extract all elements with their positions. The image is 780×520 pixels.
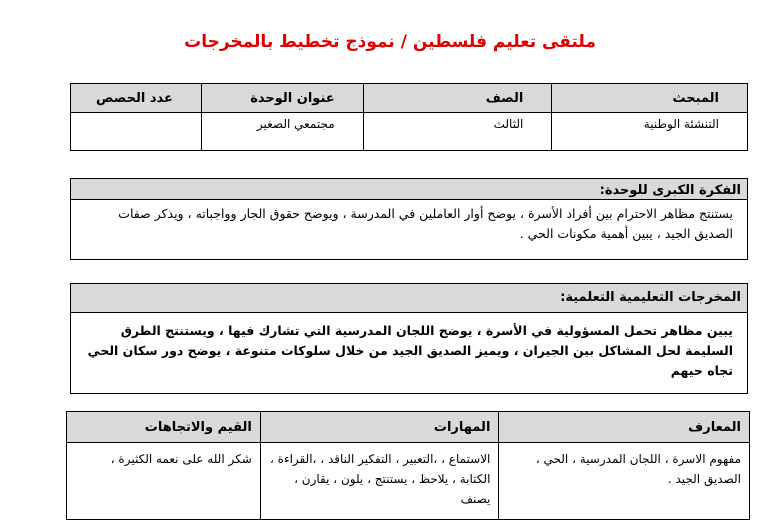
page-title: ملتقى تعليم فلسطين / نموذج تخطيط بالمخرجات [184, 32, 596, 52]
knowledge-skills-values-table [66, 411, 750, 520]
big-idea-box [70, 178, 748, 260]
lessons-count-header: عدد الحصص [71, 84, 202, 113]
unit-info-value-row [71, 113, 748, 151]
big-idea-text: يستنتج مظاهر الاحترام بين أفراد الأسرة ، يوضح أوار العاملين في المدرسة ، ويوضح حقوق الجار وواجباته ، ويذكر صفات الصديق الجيد ، يبين أهمية مكونات الحي . [118, 206, 733, 241]
grade-value: الثالث [363, 113, 552, 151]
big-idea-heading: الفكرة الكبرى للوحدة: [71, 179, 747, 200]
knowledge-value: مفهوم الاسرة ، اللجان المدرسية ، الحي ، الصديق الجيد . [499, 443, 750, 520]
skills-header: المهارات [260, 412, 499, 443]
learning-outcomes-text: يبين مظاهر تحمل المسؤولية في الأسرة ، يوضح اللجان المدرسية التي تشارك فيها ، ويستنتج الطرق السليمة لحل المشاكل بين الجيران ، ويميز الصديق الجيد من خلال سلوكات متنوعة ، يوضح دور سكان الحي تجاه حيهم [87, 323, 733, 378]
unit-info-table [70, 83, 748, 151]
ksv-header-row [67, 412, 750, 443]
grade-header: الصف [363, 84, 552, 113]
values-value: شكر الله على نعمه الكثيرة ، [67, 443, 261, 520]
lessons-count-value [71, 113, 202, 151]
ksv-value-row [67, 443, 750, 520]
unit-title-header: عنوان الوحدة [201, 84, 363, 113]
unit-title-value: مجتمعي الصغير [201, 113, 363, 151]
learning-outcomes-heading: المخرجات التعليمية التعلمية: [71, 284, 747, 313]
subject-header: المبحث [552, 84, 748, 113]
unit-info-header-row [71, 84, 748, 113]
subject-value: التنشئة الوطنية [552, 113, 748, 151]
knowledge-header: المعارف [499, 412, 750, 443]
values-header: القيم والاتجاهات [67, 412, 261, 443]
learning-outcomes-box [70, 283, 748, 394]
skills-value: الاستماع ، ،التعبير ، التفكير الناقد ، ،القراءة ، الكتابة ، يلاحظ ، يستنتج ، يلون ، يقارن ، يصنف [260, 443, 499, 520]
